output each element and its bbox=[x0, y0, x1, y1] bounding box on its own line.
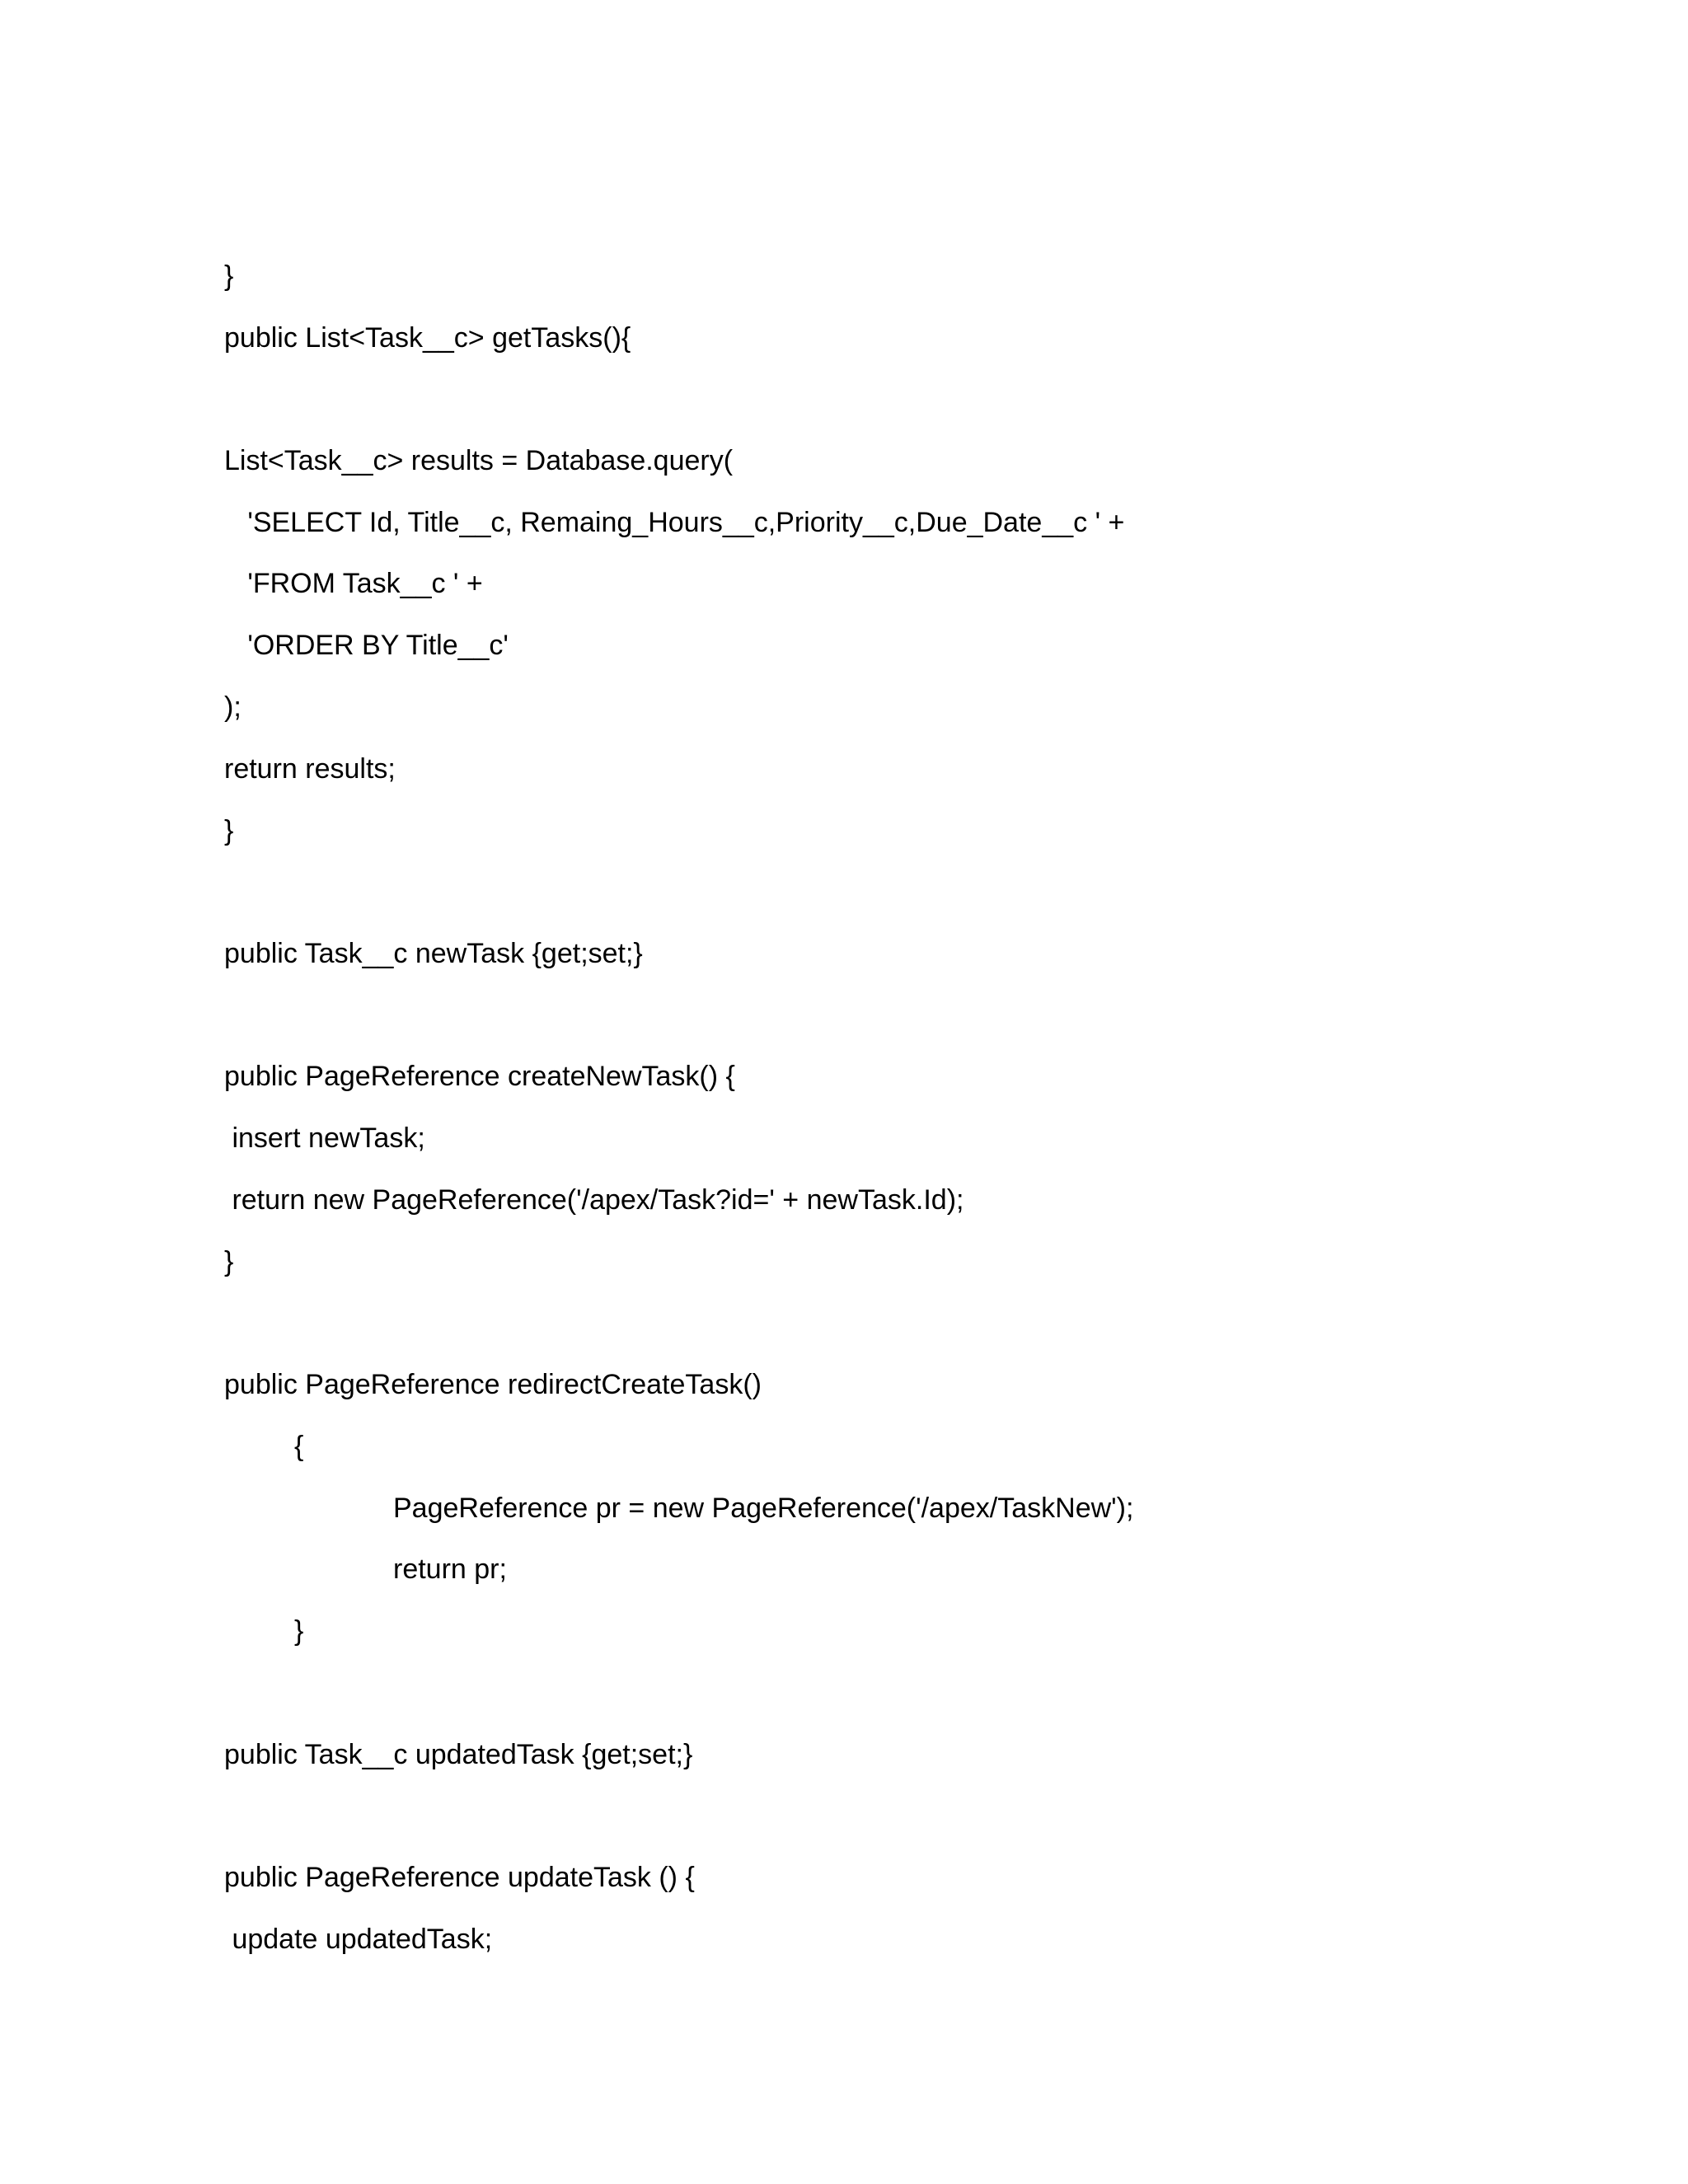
code-line: public PageReference updateTask () { bbox=[224, 1862, 695, 1893]
code-line: public List<Task__c> getTasks(){ bbox=[224, 322, 631, 354]
code-line: { bbox=[294, 1431, 304, 1462]
code-line: return pr; bbox=[393, 1554, 507, 1585]
code-line: List<Task__c> results = Database.query( bbox=[224, 445, 734, 476]
code-line: 'FROM Task__c ' + bbox=[224, 568, 483, 599]
code-line: } bbox=[224, 260, 234, 292]
code-line: ); bbox=[224, 691, 241, 723]
code-line: } bbox=[294, 1615, 304, 1647]
code-line: return new PageReference('/apex/Task?id=' + newTask.Id); bbox=[224, 1184, 964, 1216]
code-line: 'ORDER BY Title__c' bbox=[224, 630, 509, 661]
code-line: public Task__c updatedTask {get;set;} bbox=[224, 1739, 693, 1770]
code-line: } bbox=[224, 1246, 234, 1277]
code-line: insert newTask; bbox=[224, 1122, 425, 1154]
code-line: 'SELECT Id, Title__c, Remaing_Hours__c,Priority__c,Due_Date__c ' + bbox=[224, 507, 1125, 538]
code-line: update updatedTask; bbox=[224, 1924, 493, 1955]
code-line: public PageReference redirectCreateTask() bbox=[224, 1369, 762, 1400]
code-line: public PageReference createNewTask() { bbox=[224, 1061, 735, 1092]
code-line: public Task__c newTask {get;set;} bbox=[224, 938, 643, 969]
code-line: } bbox=[224, 815, 234, 846]
code-line: return results; bbox=[224, 753, 396, 785]
code-line: PageReference pr = new PageReference('/apex/TaskNew'); bbox=[393, 1493, 1134, 1524]
